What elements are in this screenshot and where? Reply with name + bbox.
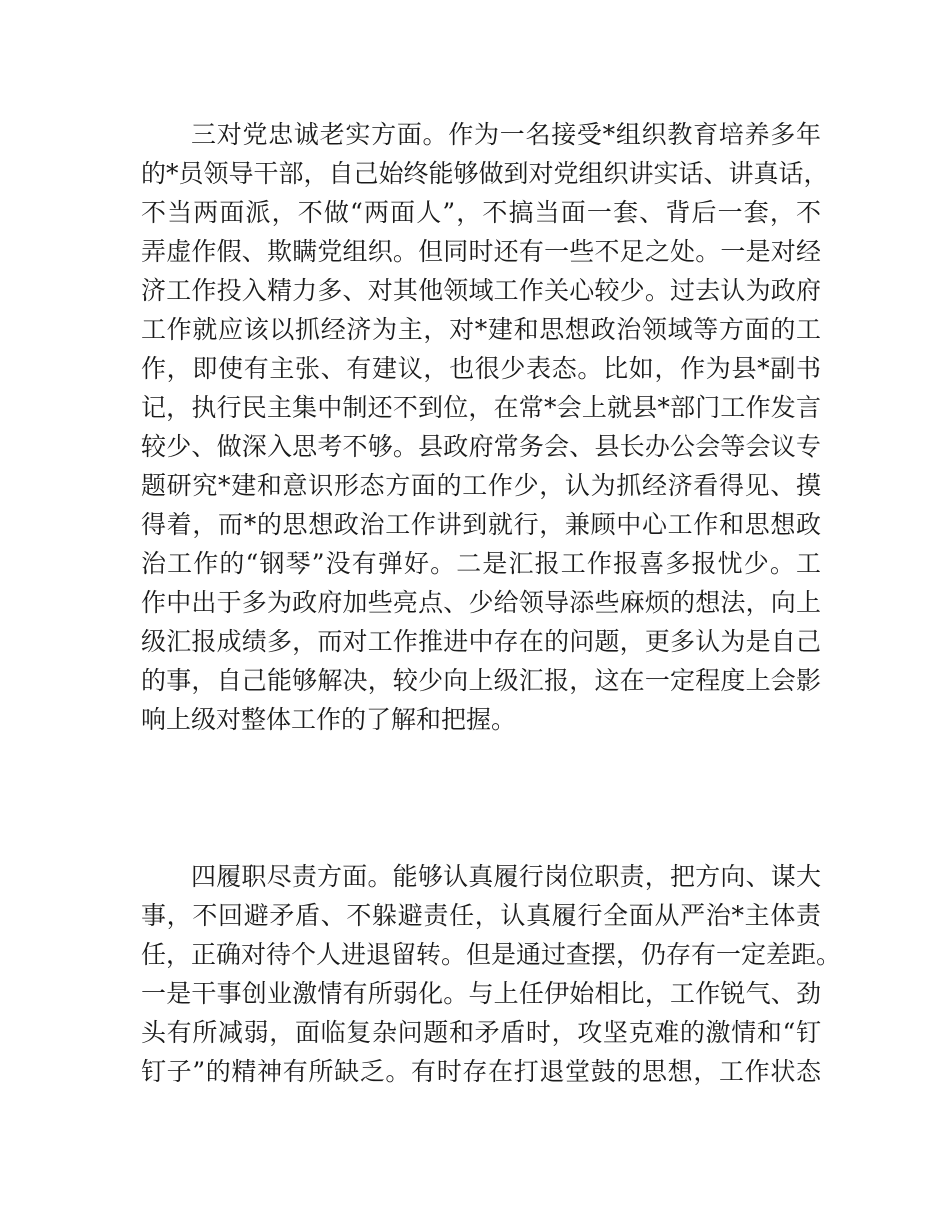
paragraph-line: 事，不回避矛盾、不躲避责任，认真履行全面从严治*主体责: [141, 901, 821, 930]
paragraph-line: 钉子”的精神有所缺乏。有时存在打退堂鼓的思想，工作状态: [141, 1057, 821, 1086]
paragraph-line: 头有所减弱，面临复杂问题和矛盾时，攻坚克难的激情和“钉: [141, 1018, 821, 1047]
paragraph-duty: [141, 857, 842, 1091]
paragraph-line: 得着，而*的思想政治工作讲到就行，兼顾中心工作和思想政: [141, 510, 821, 539]
paragraph-loyalty: [141, 115, 829, 739]
paragraph-line-last: 响上级对整体工作的了解和把握。: [141, 705, 517, 734]
paragraph-line: 四履职尽责方面。能够认真履行岗位职责，把方向、谋大: [191, 862, 821, 891]
paragraph-line: 记，执行民主集中制还不到位，在常*会上就县*部门工作发言: [141, 393, 821, 422]
paragraph-line: 作，即使有主张、有建议，也很少表态。比如，作为县*副书: [141, 354, 821, 383]
paragraph-line: 题研究*建和意识形态方面的工作少，认为抓经济看得见、摸: [141, 471, 821, 500]
paragraph-line: 不当两面派，不做“两面人”，不搞当面一套、背后一套，不: [141, 198, 821, 227]
paragraph-line: 济工作投入精力多、对其他领域工作关心较少。过去认为政府: [141, 276, 821, 305]
paragraph-line: 任，正确对待个人进退留转。但是通过查摆，仍存有一定差距。: [141, 940, 842, 969]
paragraph-line: 的事，自己能够解决，较少向上级汇报，这在一定程度上会影: [141, 666, 821, 695]
paragraph-line: 工作就应该以抓经济为主，对*建和思想政治领域等方面的工: [141, 315, 821, 344]
paragraph-line: 较少、做深入思考不够。县政府常务会、县长办公会等会议专: [141, 432, 821, 461]
paragraph-line: 一是干事创业激情有所弱化。与上任伊始相比，工作锐气、劲: [141, 979, 821, 1008]
paragraph-line: 的*员领导干部，自己始终能够做到对党组织讲实话、讲真话，: [141, 159, 829, 188]
paragraph-line: 级汇报成绩多，而对工作推进中存在的问题，更多认为是自己: [141, 627, 821, 656]
paragraph-line: 治工作的“钢琴”没有弹好。二是汇报工作报喜多报忧少。工: [141, 549, 821, 578]
paragraph-line: 作中出于多为政府加些亮点、少给领导添些麻烦的想法，向上: [141, 588, 821, 617]
paragraph-line: 弄虚作假、欺瞒党组织。但同时还有一些不足之处。一是对经: [141, 237, 821, 266]
paragraph-line: 三对党忠诚老实方面。作为一名接受*组织教育培养多年: [191, 120, 821, 149]
